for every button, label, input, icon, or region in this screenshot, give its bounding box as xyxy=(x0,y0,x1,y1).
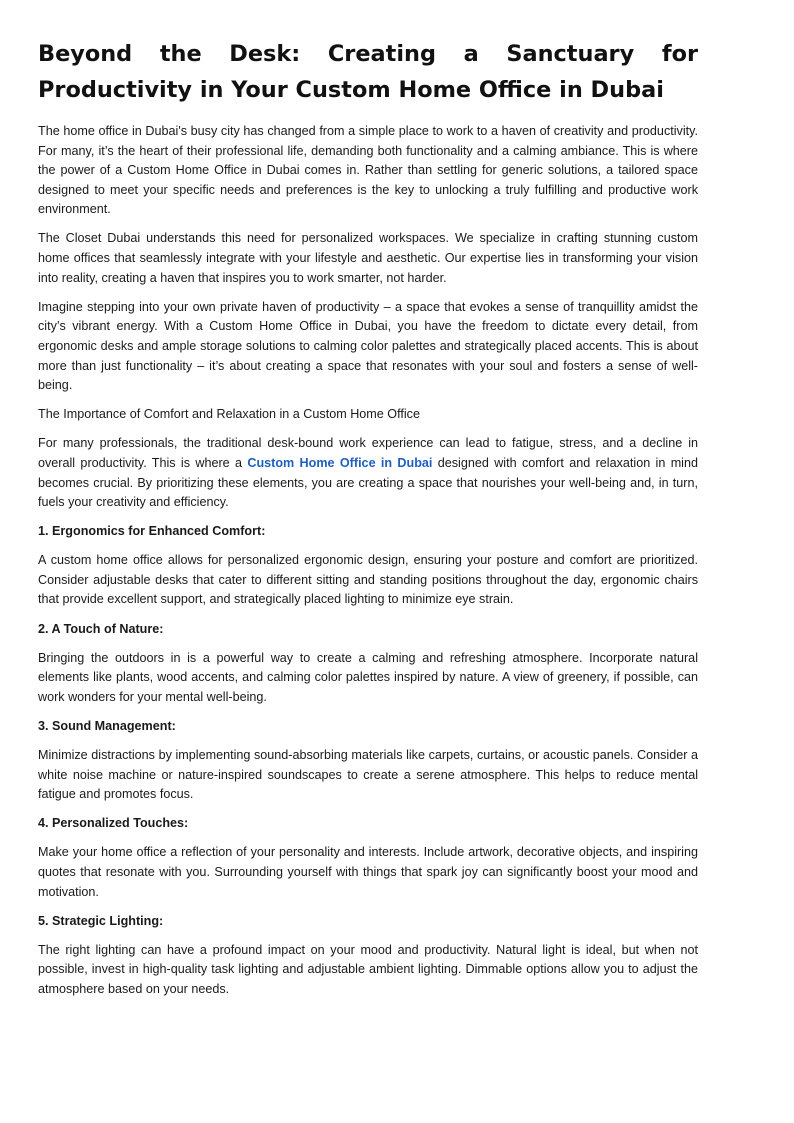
section-body-sound: Minimize distractions by implementing sound-absorbing materials like carpets, curtains, or acoustic panels. Consider a white noise machine or nature-inspired soundscapes to create a serene atmosphere. This helps to reduce mental fatigue and promotes focus. xyxy=(38,748,698,802)
section-body-nature: Bringing the outdoors in is a powerful way to create a calming and refreshing atmosphere. Incorporate natural elements like plants, wood accents, and calming color palettes inspired by nature. A view of greenery, if possible, can work wonders for your mental well-being. xyxy=(38,650,698,704)
section-heading-sound: 3. Sound Management: xyxy=(38,718,176,733)
section-body-personalized: Make your home office a reflection of your personality and interests. Include artwork, decorative objects, and inspiring quotes that resonate with you. Surrounding yourself with things that spark joy can significantly boost your mood and motivation. xyxy=(38,845,698,899)
document-page xyxy=(38,36,698,1009)
intro-paragraph-2: The Closet Dubai understands this need for personalized workspaces. We specialize in crafting stunning custom home offices that seamlessly integrate with your lifestyle and aesthetic. Our expertise lies in transforming your vision into reality, creating a haven that inspires you to work smarter, not harder. xyxy=(38,231,698,285)
section-heading-ergonomics: 1. Ergonomics for Enhanced Comfort: xyxy=(38,524,266,539)
page-title: Beyond the Desk: Creating a Sanctuary for Productivity in Your Custom Home Office in Dubai xyxy=(38,41,698,103)
intro-paragraph-3: Imagine stepping into your own private haven of productivity – a space that evokes a sense of tranquillity amidst the city’s vibrant energy. With a Custom Home Office in Dubai, you have the freedom to dictate every detail, from ergonomic desks and ample storage solutions to calming color palettes and strategically placed accents. This is about more than just functionality – it’s about creating a space that resonates with your soul and fosters a sense of well-being. xyxy=(38,299,698,393)
comfort-text-before-link: For many professionals, the traditional desk-bound work experience can lead to fatigue, stress, and a decline in overall productivity. This is where a xyxy=(38,436,698,470)
section-body-ergonomics: A custom home office allows for personalized ergonomic design, ensuring your posture and comfort are prioritized. Consider adjustable desks that cater to different sitting and standing positions throughout the day, ergonomic chairs that provide excellent support, and strategically placed lighting to minimize eye strain. xyxy=(38,553,698,607)
section-body-lighting: The right lighting can have a profound impact on your mood and productivity. Natural light is ideal, but when not possible, invest in high-quality task lighting and adjustable ambient lighting. Dimmable options allow you to adjust the atmosphere based on your needs. xyxy=(38,942,698,996)
custom-home-office-link[interactable]: Custom Home Office in Dubai xyxy=(247,455,433,470)
intro-paragraph-1: The home office in Dubai's busy city has changed from a simple place to work to a haven of creativity and productivity. For many, it’s the heart of their professional life, demanding both functionality and a calming ambiance. This is where the power of a Custom Home Office in Dubai comes in. Rather than settling for generic solutions, a tailored space designed to meet your specific needs and preferences is the key to unlocking a truly fulfilling and productive work environment. xyxy=(38,124,698,217)
comfort-text-after-link: designed with comfort and relaxation in mind becomes crucial. By prioritizing these elements, you are creating a space that nourishes your well-being and, in turn, fuels your creativity and efficiency. xyxy=(38,455,698,510)
section-heading-nature: 2. A Touch of Nature: xyxy=(38,621,164,636)
section-heading-personalized: 4. Personalized Touches: xyxy=(38,816,189,831)
section-subtitle: The Importance of Comfort and Relaxation in a Custom Home Office xyxy=(38,407,420,422)
section-heading-lighting: 5. Strategic Lighting: xyxy=(38,913,164,928)
comfort-paragraph xyxy=(38,434,698,512)
